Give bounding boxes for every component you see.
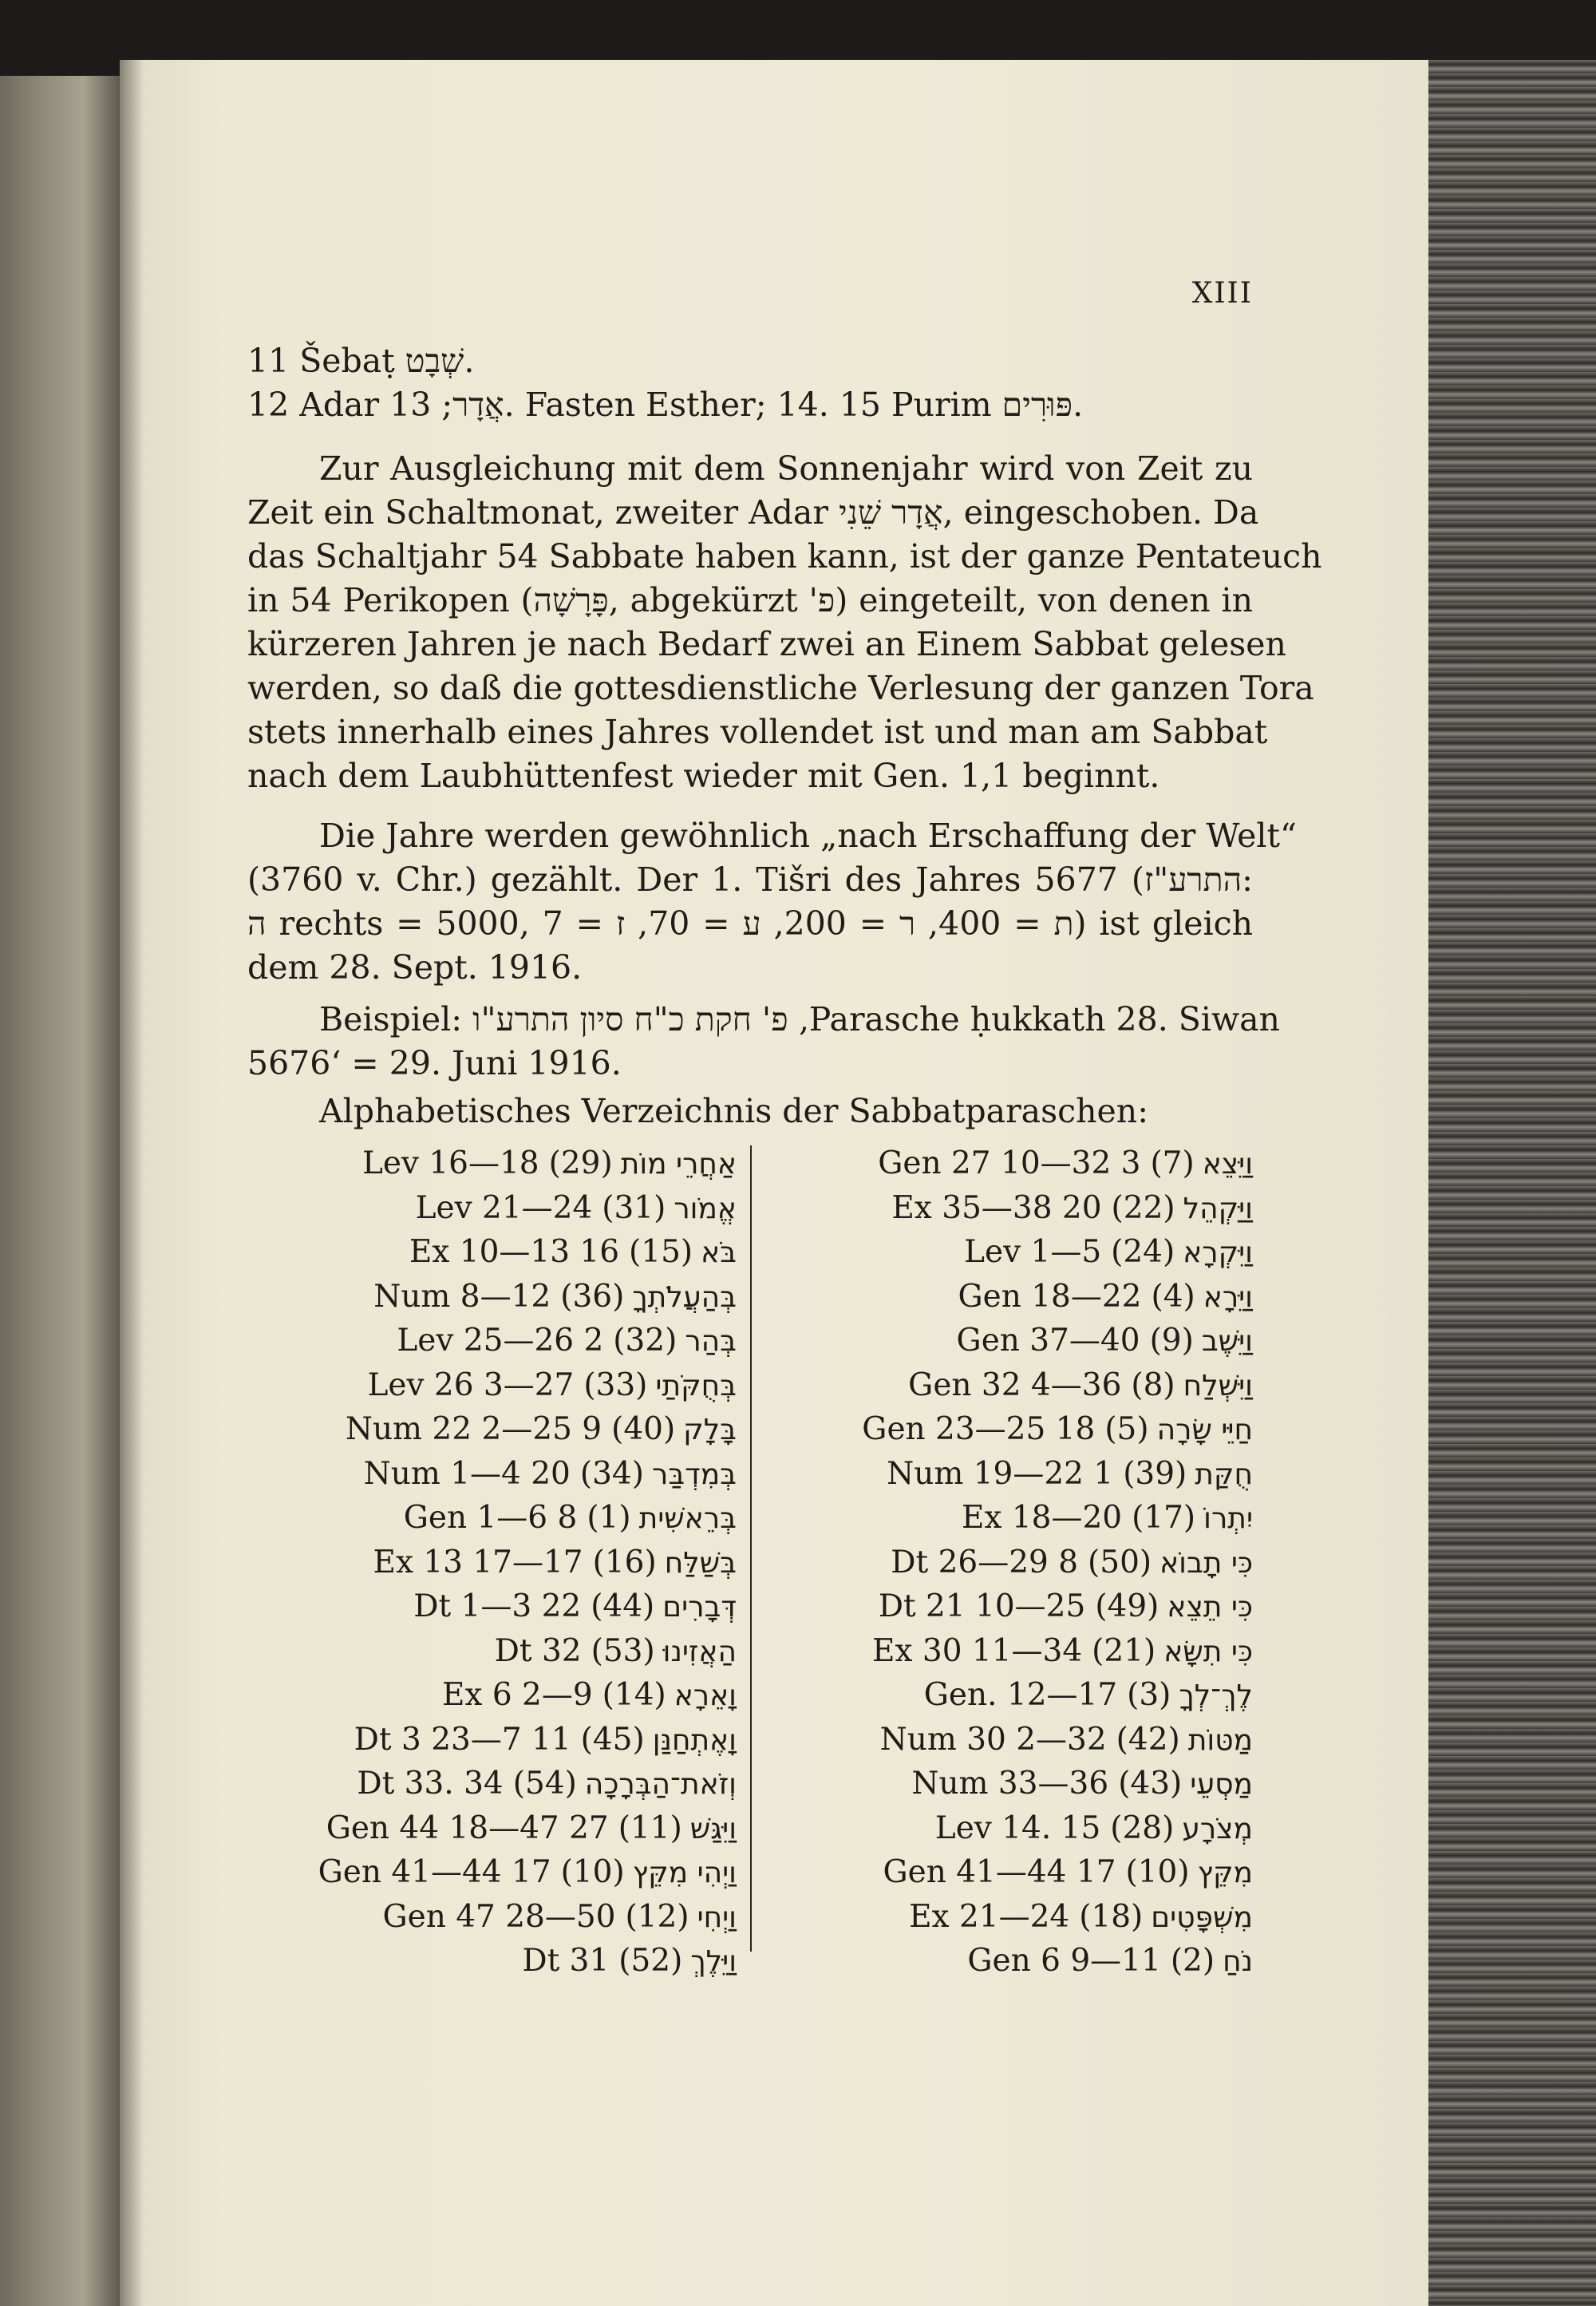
entry-reference: Dt 21 10—25 xyxy=(878,1588,1086,1624)
entry-reference: Num 22 2—25 9 xyxy=(345,1411,602,1447)
paragraph-line: 5676‘ = 29. Juni 1916. xyxy=(247,1044,622,1082)
entry-reference: Gen 41—44 17 xyxy=(318,1854,551,1890)
index-entry xyxy=(758,1186,1253,1231)
index-entry xyxy=(247,1275,746,1319)
entry-number: (8) xyxy=(1131,1367,1175,1403)
index-entry xyxy=(247,1673,746,1718)
index-entry xyxy=(247,1452,746,1497)
entry-number: (52) xyxy=(618,1943,683,1979)
month-lines xyxy=(247,339,1253,427)
index-entry xyxy=(758,1806,1253,1851)
entry-hebrew: מִשְׁפָּטִים xyxy=(1151,1901,1253,1934)
index-entry xyxy=(758,1895,1253,1940)
index-column-right xyxy=(758,1141,1253,1984)
entry-reference: Num 19—22 1 xyxy=(887,1455,1114,1492)
index-entry xyxy=(247,1496,746,1541)
entry-reference: Num 8—12 xyxy=(373,1278,551,1315)
entry-number: (29) xyxy=(548,1145,613,1181)
entry-number: (3) xyxy=(1127,1677,1171,1713)
entry-number: (33) xyxy=(583,1367,648,1403)
paragraph-line: Zeit ein Schaltmonat, zweiter Adar אֲדָר שֵׁנִי, eingeschoben. Da xyxy=(247,493,1259,532)
entry-reference: Lev 25—26 2 xyxy=(397,1323,604,1359)
entry-hebrew: דְּבָרִים xyxy=(662,1591,737,1624)
entry-reference: Gen 23—25 18 xyxy=(862,1411,1096,1447)
entry-reference: Ex 6 2—9 xyxy=(441,1677,593,1713)
entry-number: (42) xyxy=(1116,1721,1180,1758)
entry-hebrew: חַיֵּי שָׂרָה xyxy=(1156,1414,1253,1446)
index-entry xyxy=(758,1319,1253,1363)
index-entry xyxy=(758,1718,1253,1762)
index-title: Alphabetisches Verzeichnis der Sabbatparaschen: xyxy=(319,1092,1149,1130)
paragraph-line: dem 28. Sept. 1916. xyxy=(247,948,583,987)
entry-hebrew: בְּהַעֲלֹתְךָ xyxy=(632,1280,737,1314)
entry-number: (44) xyxy=(591,1588,655,1624)
entry-number: (1) xyxy=(587,1500,631,1536)
index-entry xyxy=(247,1939,746,1984)
entry-reference: Dt 3 23—7 11 xyxy=(354,1721,571,1758)
book-cover-edge xyxy=(1428,60,1596,2306)
entry-reference: Ex 35—38 20 xyxy=(891,1189,1102,1226)
entry-hebrew: בְּמִדְבַּר xyxy=(651,1458,737,1491)
index-entry xyxy=(758,1230,1253,1275)
entry-number: (15) xyxy=(629,1234,693,1270)
entry-number: (16) xyxy=(592,1544,657,1580)
entry-number: (10) xyxy=(1125,1854,1190,1890)
index-entry xyxy=(247,1141,746,1186)
paragraph-line: in 54 Perikopen (פָּרָשָׁה, abgekürzt 'פ) eingeteilt, von denen in xyxy=(247,581,1254,619)
entry-number: (2) xyxy=(1170,1943,1215,1979)
entry-hebrew: וַיֵּרָא xyxy=(1203,1280,1253,1314)
entry-reference: Dt 26—29 8 xyxy=(891,1544,1079,1580)
paragraph-line: ה rechts = 5000, ת = 400, ר = 200, ע = 70, ז = 7) ist gleich xyxy=(247,904,1254,943)
entry-hebrew: מַסְעֵי xyxy=(1190,1768,1253,1801)
entry-reference: Num 30 2—32 xyxy=(879,1721,1107,1758)
index-entry xyxy=(247,1230,746,1275)
entry-hebrew: בְּחֻקֹּתַי xyxy=(655,1369,737,1402)
index-entry xyxy=(247,1186,746,1231)
index-entry xyxy=(758,1541,1253,1585)
entry-hebrew: כִּי תֵצֵא xyxy=(1167,1591,1253,1624)
index-entry xyxy=(758,1629,1253,1674)
index-entry xyxy=(758,1275,1253,1319)
entry-number: (28) xyxy=(1110,1810,1175,1846)
entry-number: (5) xyxy=(1104,1411,1149,1447)
paragraph-schaltmonat xyxy=(247,447,1322,798)
paragraph-beispiel xyxy=(247,998,1280,1086)
index-entry xyxy=(247,1319,746,1363)
index-column-left xyxy=(247,1141,746,1984)
entry-hebrew: וַיִּקְרָא xyxy=(1183,1236,1253,1269)
entry-hebrew: חֻקַּת xyxy=(1195,1458,1253,1491)
entry-number: (12) xyxy=(625,1898,689,1935)
entry-number: (22) xyxy=(1111,1189,1175,1226)
entry-number: (45) xyxy=(580,1721,645,1758)
entry-number: (31) xyxy=(602,1189,666,1226)
index-entry xyxy=(758,1584,1253,1629)
entry-reference: Dt 33. 34 xyxy=(357,1766,504,1802)
entry-hebrew: נֹחַ xyxy=(1223,1945,1253,1978)
entry-hebrew: הַאֲזִינוּ xyxy=(662,1635,737,1668)
index-entry xyxy=(758,1496,1253,1541)
entry-hebrew: אַחֲרֵי מוֹת xyxy=(620,1148,737,1181)
entry-reference: Dt 1—3 22 xyxy=(413,1588,582,1624)
entry-reference: Gen 32 4—36 xyxy=(908,1367,1122,1403)
entry-hebrew: אֱמֹור xyxy=(674,1192,737,1225)
entry-number: (14) xyxy=(602,1677,666,1713)
entry-reference: Gen 27 10—32 3 xyxy=(878,1145,1141,1181)
index-entry xyxy=(758,1850,1253,1895)
entry-number: (40) xyxy=(611,1411,676,1447)
entry-reference: Ex 13 17—17 xyxy=(373,1544,583,1580)
entry-number: (18) xyxy=(1079,1898,1144,1935)
index-entry xyxy=(247,1895,746,1940)
entry-hebrew: בָּלָק xyxy=(683,1414,737,1446)
entry-number: (11) xyxy=(618,1810,682,1846)
entry-number: (24) xyxy=(1111,1234,1175,1270)
line-sebat: 11 Šebaṭ שְׁבָט. xyxy=(247,342,475,380)
entry-reference: Num 33—36 xyxy=(911,1766,1109,1802)
entry-hebrew: בְּשַׁלַּח xyxy=(664,1546,737,1580)
index-entry xyxy=(758,1939,1253,1984)
entry-hebrew: וַיִּגַּשׁ xyxy=(689,1812,737,1845)
column-divider xyxy=(750,1145,752,1952)
entry-hebrew: וְזֹאת־הַבְּרָכָה xyxy=(584,1768,737,1801)
entry-reference: Gen 41—44 17 xyxy=(883,1854,1116,1890)
entry-reference: Dt 31 xyxy=(522,1943,610,1979)
paragraph-line: Die Jahre werden gewöhnlich „nach Erschaffung der Welt“ xyxy=(319,817,1297,855)
index-entry xyxy=(247,1762,746,1806)
entry-reference: Lev 21—24 xyxy=(415,1189,593,1226)
index-entry xyxy=(247,1584,746,1629)
entry-reference: Dt 32 xyxy=(494,1632,582,1669)
index-entry xyxy=(247,1718,746,1762)
entry-reference: Gen 37—40 xyxy=(956,1323,1140,1359)
entry-number: (50) xyxy=(1088,1544,1152,1580)
entry-hebrew: בְּהַר xyxy=(685,1325,737,1358)
entry-hebrew: וַיֵּצֵא xyxy=(1202,1148,1253,1181)
entry-hebrew: וַיֵּשֶׁב xyxy=(1201,1325,1253,1358)
entry-reference: Ex 21—24 xyxy=(909,1898,1070,1935)
entry-reference: Gen 44 18—47 27 xyxy=(326,1810,609,1846)
entry-number: (17) xyxy=(1132,1500,1196,1536)
entry-number: (34) xyxy=(579,1455,644,1492)
entry-number: (39) xyxy=(1123,1455,1187,1492)
entry-reference: Num 1—4 20 xyxy=(363,1455,571,1492)
entry-number: (9) xyxy=(1149,1323,1194,1359)
paragraph-line: stets innerhalb eines Jahres vollendet ist und man am Sabbat xyxy=(247,713,1268,751)
entry-number: (4) xyxy=(1151,1278,1195,1315)
paragraph-line: Beispiel: פ' חקת כ"ח סיון התרע"ו ‚Parasche ḥukkath 28. Siwan xyxy=(319,1000,1280,1038)
entry-hebrew: וַיְהִי מִקֵּץ xyxy=(632,1857,737,1889)
index-entry xyxy=(758,1673,1253,1718)
entry-reference: Gen 47 28—50 xyxy=(382,1898,616,1935)
page-number: XIII xyxy=(1191,277,1253,310)
entry-hebrew: כִּי תִשָּׂא xyxy=(1163,1635,1253,1668)
entry-reference: Gen 18—22 xyxy=(958,1278,1142,1315)
index-entry xyxy=(247,1850,746,1895)
entry-number: (7) xyxy=(1150,1145,1195,1181)
entry-reference: Gen 6 9—11 xyxy=(967,1943,1161,1979)
index-entry xyxy=(247,1541,746,1585)
entry-reference: Lev 14. 15 xyxy=(934,1810,1101,1846)
entry-number: (36) xyxy=(560,1278,625,1315)
entry-hebrew: לֶךְ־לְךָ xyxy=(1179,1679,1253,1712)
paragraph-line: das Schaltjahr 54 Sabbate haben kann, ist der ganze Pentateuch xyxy=(247,537,1322,576)
entry-number: (43) xyxy=(1118,1766,1183,1802)
index-entry xyxy=(758,1452,1253,1497)
entry-number: (54) xyxy=(512,1766,577,1802)
entry-number: (10) xyxy=(560,1854,625,1890)
paragraph-line: nach dem Laubhüttenfest wieder mit Gen. 1,1 beginnt. xyxy=(247,757,1160,795)
entry-number: (49) xyxy=(1095,1588,1159,1624)
entry-hebrew: וַיֵּלֶךְ xyxy=(690,1945,737,1978)
entry-hebrew: בְּרֵאשִׁית xyxy=(638,1502,737,1535)
index-entry xyxy=(247,1806,746,1851)
entry-hebrew: יִתְרוֹ xyxy=(1203,1502,1253,1535)
entry-hebrew: וָאֵרָא xyxy=(674,1679,737,1712)
index-entry xyxy=(758,1762,1253,1806)
entry-hebrew: כִּי תָבוֹא xyxy=(1159,1546,1253,1580)
entry-hebrew: מִקֵּץ xyxy=(1197,1857,1253,1889)
index-entry xyxy=(758,1407,1253,1452)
entry-reference: Ex 18—20 xyxy=(961,1500,1123,1536)
entry-number: (53) xyxy=(591,1632,655,1669)
line-adar: 12 Adar אֲדָר; 13. Fasten Esther; 14. 15 Purim פּוּרִים. xyxy=(247,386,1084,424)
entry-reference: Gen. 12—17 xyxy=(923,1677,1118,1713)
entry-reference: Lev 1—5 xyxy=(964,1234,1102,1270)
entry-hebrew: מַטּוֹת xyxy=(1187,1723,1253,1757)
index-heading xyxy=(247,1090,1253,1133)
entry-hebrew: וַיְחִי xyxy=(697,1901,737,1934)
entry-hebrew: בֹּא xyxy=(701,1236,737,1269)
entry-hebrew: מְצֹרָע xyxy=(1182,1812,1253,1845)
paragraph-jahre xyxy=(247,814,1297,990)
entry-hebrew: וָאֶתְחַנַּן xyxy=(652,1723,737,1757)
paragraph-line: kürzeren Jahren je nach Bedarf zwei an Einem Sabbat gelesen xyxy=(247,625,1286,663)
spine-shadow xyxy=(120,60,144,2306)
entry-hebrew: וַיַּקְהֵל xyxy=(1183,1192,1253,1225)
left-page-edge xyxy=(0,76,120,2306)
entry-hebrew: וַיִּשְׁלַח xyxy=(1183,1369,1253,1402)
paragraph-line: Zur Ausgleichung mit dem Sonnenjahr wird von Zeit zu xyxy=(319,449,1253,488)
entry-number: (21) xyxy=(1092,1632,1156,1669)
entry-reference: Gen 1—6 8 xyxy=(403,1500,578,1536)
paragraph-line: werden, so daß die gottesdienstliche Verlesung der ganzen Tora xyxy=(247,669,1314,707)
paragraph-line: (3760 v. Chr.) gezählt. Der 1. Tišri des Jahres 5677 (התרע"ז: xyxy=(247,860,1253,899)
index-entry xyxy=(247,1629,746,1674)
index-entry xyxy=(758,1141,1253,1186)
index-entry xyxy=(758,1363,1253,1408)
index-entry xyxy=(247,1363,746,1408)
entry-reference: Lev 26 3—27 xyxy=(367,1367,575,1403)
index-entry xyxy=(247,1407,746,1452)
entry-number: (32) xyxy=(613,1323,678,1359)
entry-reference: Lev 16—18 xyxy=(361,1145,539,1181)
entry-reference: Ex 10—13 16 xyxy=(409,1234,620,1270)
entry-reference: Ex 30 11—34 xyxy=(872,1632,1083,1669)
